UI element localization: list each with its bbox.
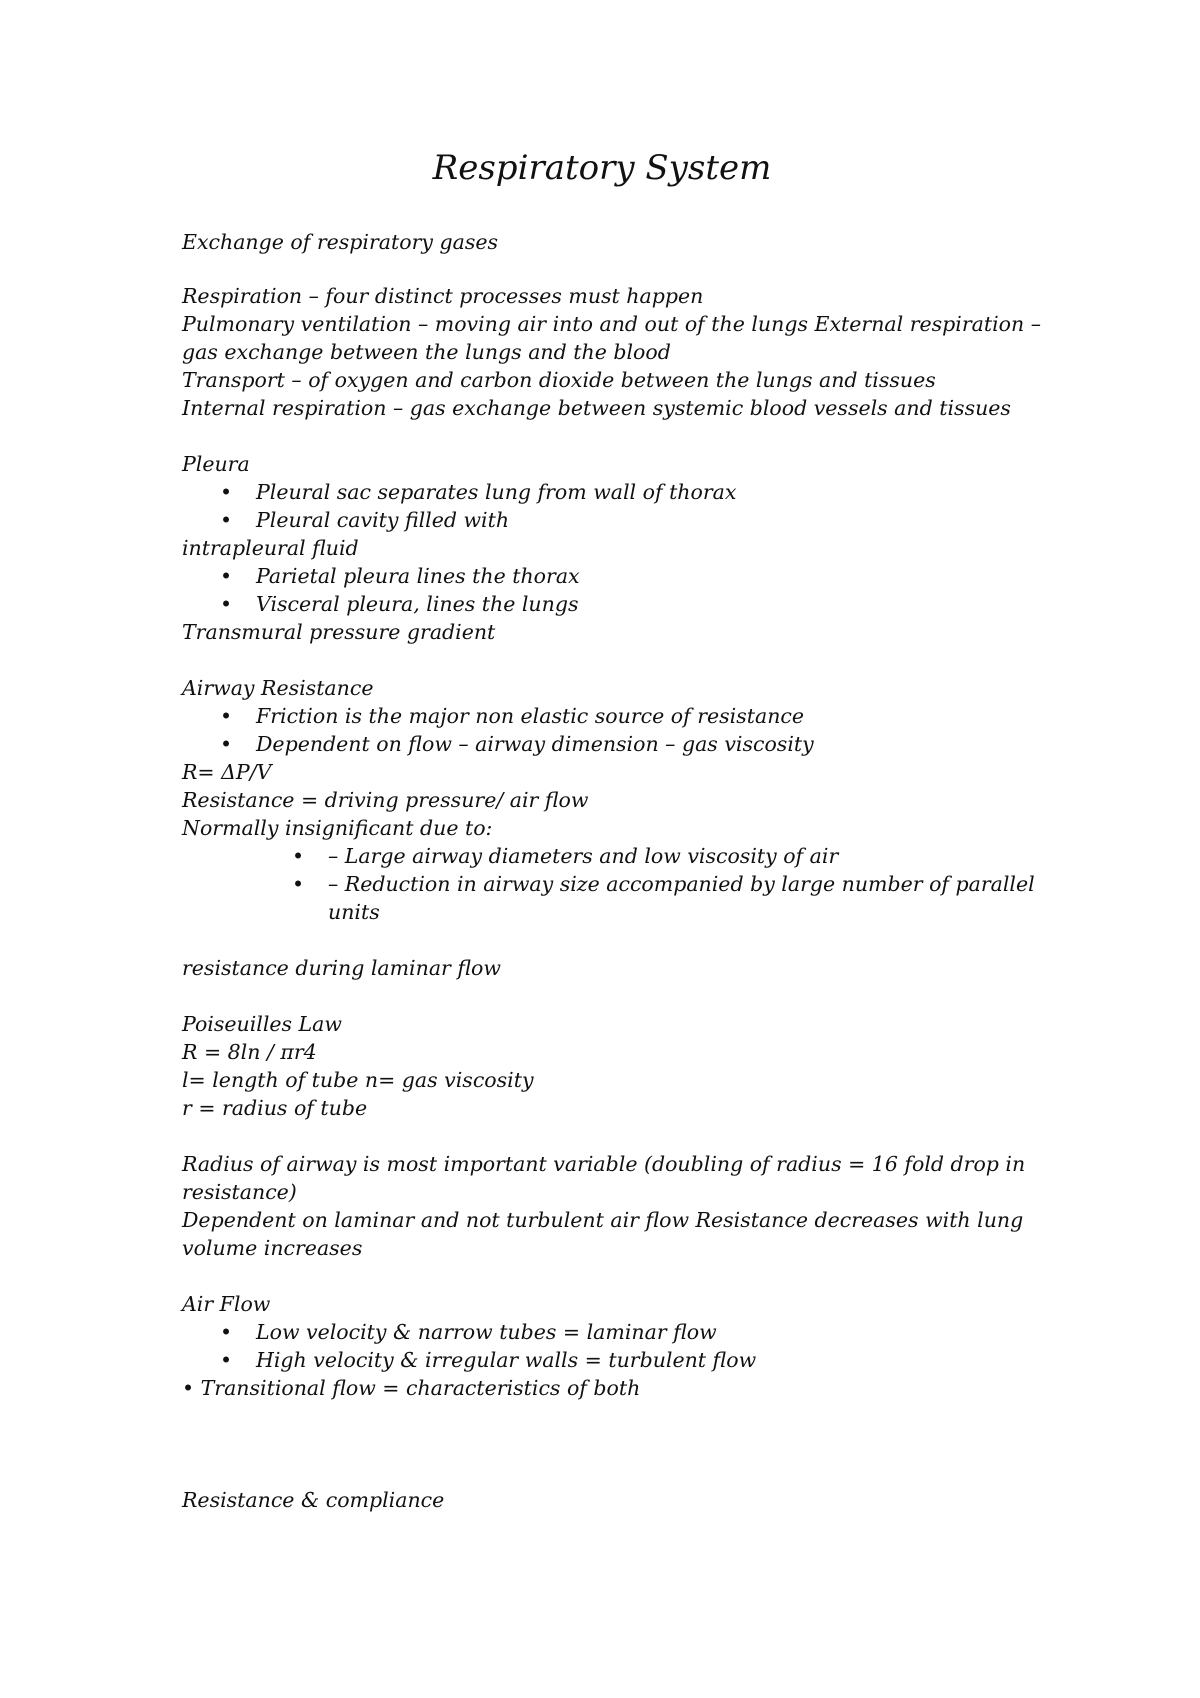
bullet-icon: • [292,844,305,868]
list-item: • Pleural sac separates lung from wall of thorax [220,480,737,504]
list-item: • High velocity & irregular walls = turbulent flow [220,1348,757,1372]
list-item: • Pleural cavity filled with [220,508,510,532]
bullet-icon: • [220,704,233,728]
text-line: l= length of tube n= gas viscosity [182,1068,534,1092]
list-item: • – Large airway diameters and low viscosity of air [292,844,839,868]
text-line: Exchange of respiratory gases [182,230,498,254]
text-line: Internal respiration – gas exchange between systemic blood vessels and tissues [182,396,1011,420]
text-line: Radius of airway is most important variable (doubling of radius = 16 fold drop in [182,1152,1026,1176]
bullet-icon: • [292,872,305,896]
list-item: • Low velocity & narrow tubes = laminar flow [220,1320,717,1344]
text-line: Transport – of oxygen and carbon dioxide between the lungs and tissues [182,368,936,392]
bullet-icon: • [220,480,233,504]
bullet-icon: • [220,564,233,588]
formula: R = 8ln / πr4 [182,1040,317,1064]
list-item: • – Reduction in airway size accompanied by large number of parallel [292,872,1035,896]
list-item: • Visceral pleura, lines the lungs [220,592,579,616]
formula: R= ΔP/V [182,760,272,784]
text-line: volume increases [182,1236,363,1260]
bullet-icon: • [220,1320,233,1344]
list-item: • Parietal pleura lines the thorax [220,564,580,588]
bullet-icon: • [220,592,233,616]
text-line: resistance) [182,1180,297,1204]
page-title: Respiratory System [432,148,772,188]
text-line: r = radius of tube [182,1096,368,1120]
bullet-icon: • [220,732,233,756]
text-line: Normally insignificant due to: [182,816,493,840]
text-line: Resistance = driving pressure/ air flow [182,788,589,812]
text-line: resistance during laminar flow [182,956,501,980]
text-line: Pulmonary ventilation – moving air into and out of the lungs External respiration – [182,312,1041,336]
list-item: • Friction is the major non elastic source of resistance [220,704,805,728]
text-line: gas exchange between the lungs and the blood [182,340,671,364]
section-heading: Airway Resistance [182,676,374,700]
text-line: Transmural pressure gradient [182,620,496,644]
text-line: intrapleural fluid [182,536,359,560]
bullet-icon: • [220,508,233,532]
section-heading: Poiseuilles Law [182,1012,342,1036]
bullet-icon: • [220,1348,233,1372]
text-line: Dependent on laminar and not turbulent air flow Resistance decreases with lung [182,1208,1024,1232]
text-line: Respiration – four distinct processes must happen [182,284,704,308]
section-heading: Pleura [182,452,250,476]
text-line: units [328,900,380,924]
section-heading: Air Flow [182,1292,271,1316]
text-line: • Transitional flow = characteristics of both [182,1376,641,1400]
section-heading: Resistance & compliance [182,1488,445,1512]
list-item: • Dependent on flow – airway dimension – gas viscosity [220,732,814,756]
